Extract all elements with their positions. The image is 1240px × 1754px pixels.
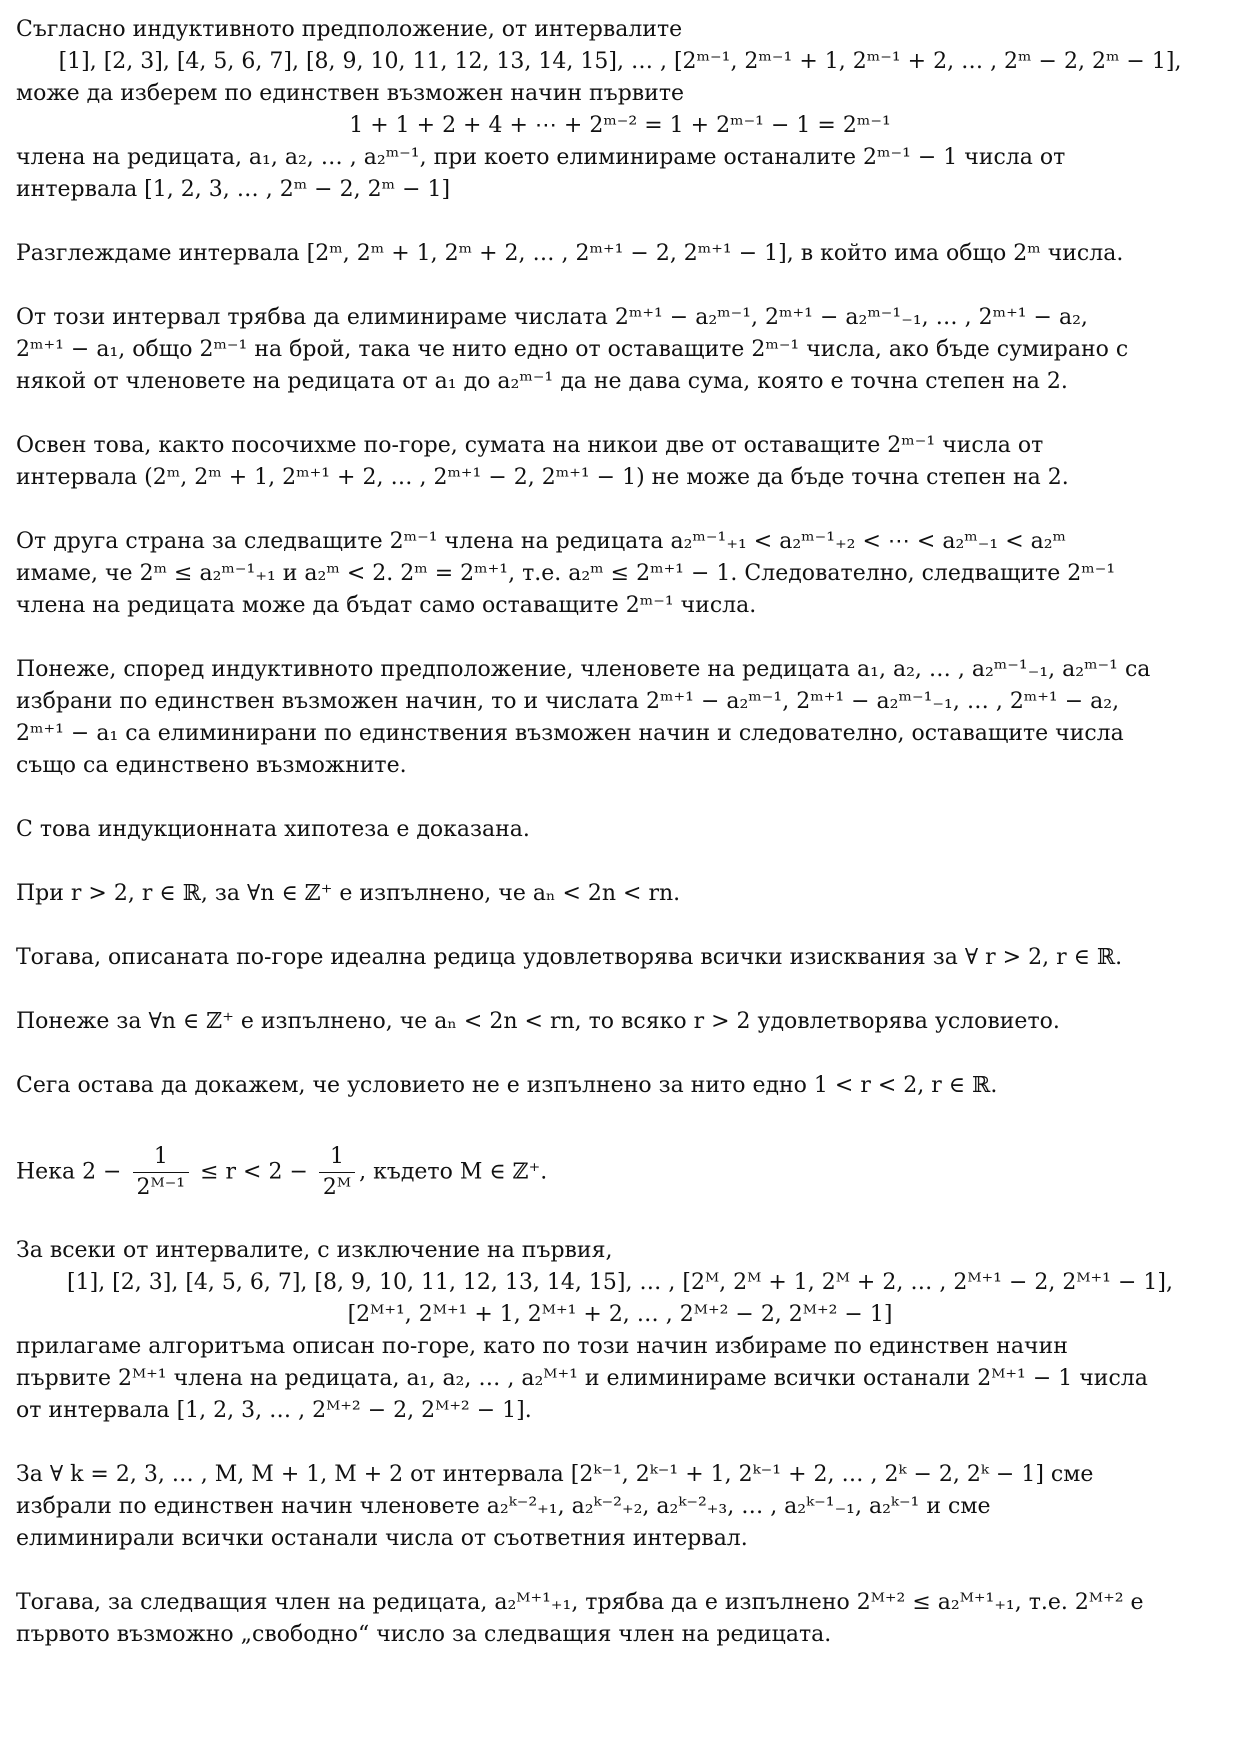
- fraction-middle: ≤ r < 2 −: [200, 1159, 308, 1185]
- text-line: Освен това, както посочихме по-горе, сумата на никои две от оставащите 2ᵐ⁻¹ числа от: [16, 433, 1044, 458]
- text-line: члена на редицата, a₁, a₂, … , a₂ᵐ⁻¹, при което елиминираме останалите 2ᵐ⁻¹ − 1 числа от: [16, 145, 1066, 170]
- fraction-1: [133, 1142, 190, 1203]
- text-line: от интервала [1, 2, 3, … , 2ᴹ⁺² − 2, 2ᴹ⁺² − 1].: [16, 1398, 532, 1423]
- text-line: Тогава, описаната по-горе идеална редица удовлетворява всички изисквания за ∀ r > 2, r ∈ ℝ.: [16, 945, 1123, 970]
- text-line: също са единствено възможните.: [16, 753, 407, 778]
- text-line: интервала (2ᵐ, 2ᵐ + 1, 2ᵐ⁺¹ + 2, … , 2ᵐ⁺¹ − 2, 2ᵐ⁺¹ − 1) не може да бъде точна степен на 2.: [16, 465, 1069, 490]
- document-page: [16, 14, 1224, 1651]
- text-line: някой от членовете на редицата от a₁ до a₂ᵐ⁻¹ да не дава сума, която е точна степен на 2.: [16, 369, 1068, 394]
- text-line: Понеже, според индуктивното предположение, членовете на редицата a₁, a₂, … , a₂ᵐ⁻¹₋₁, a₂ᵐ⁻¹ са: [16, 657, 1151, 682]
- text-line: При r > 2, r ∈ ℝ, за ∀n ∈ ℤ⁺ е изпълнено, че aₙ < 2n < rn.: [16, 881, 681, 906]
- text-line: елиминирали всички останали числа от съответния интервал.: [16, 1526, 748, 1551]
- text-line: избрали по единствен начин членовете a₂ᵏ⁻²₊₁, a₂ᵏ⁻²₊₂, a₂ᵏ⁻²₊₃, … , a₂ᵏ⁻¹₋₁, a₂ᵏ⁻¹ и сме: [16, 1494, 991, 1519]
- fraction-prefix: Нека 2 −: [16, 1159, 122, 1185]
- fraction-suffix: , където M ∈ ℤ⁺.: [359, 1159, 548, 1185]
- text-line: първите 2ᴹ⁺¹ члена на редицата, a₁, a₂, … , a₂ᴹ⁺¹ и елиминираме всички останали 2ᴹ⁺¹ − 1 числа: [16, 1366, 1148, 1391]
- text-line: Тогава, за следващия член на редицата, a₂ᴹ⁺¹₊₁, трябва да е изпълнено 2ᴹ⁺² ≤ a₂ᴹ⁺¹₊₁, т.е. 2ᴹ⁺² е: [16, 1590, 1144, 1615]
- math-line: 1 + 1 + 2 + 4 + ⋯ + 2ᵐ⁻² = 1 + 2ᵐ⁻¹ − 1 = 2ᵐ⁻¹: [349, 113, 891, 138]
- text-line: първото възможно „свободно“ число за следващия член на редицата.: [16, 1622, 832, 1647]
- text-line: члена на редицата може да бъдат само оставащите 2ᵐ⁻¹ числа.: [16, 593, 757, 618]
- text-line: За всеки от интервалите, с изключение на първия,: [16, 1238, 613, 1263]
- fraction-line: [16, 1142, 1224, 1203]
- text-line: интервала [1, 2, 3, … , 2ᵐ − 2, 2ᵐ − 1]: [16, 177, 451, 202]
- math-line: [2ᴹ⁺¹, 2ᴹ⁺¹ + 1, 2ᴹ⁺¹ + 2, … , 2ᴹ⁺² − 2, 2ᴹ⁺² − 1]: [347, 1302, 893, 1327]
- text-line: Сега остава да докажем, че условието не е изпълнено за нито едно 1 < r < 2, r ∈ ℝ.: [16, 1073, 998, 1098]
- fraction-2: [319, 1142, 355, 1203]
- math-line: [1], [2, 3], [4, 5, 6, 7], [8, 9, 10, 11, 12, 13, 14, 15], … , [2ᴹ, 2ᴹ + 1, 2ᴹ + 2, … , 2ᴹ⁺¹ − 2, 2ᴹ⁺¹ − 1],: [67, 1270, 1173, 1295]
- text-line: избрани по единствен възможен начин, то и числата 2ᵐ⁺¹ − a₂ᵐ⁻¹, 2ᵐ⁺¹ − a₂ᵐ⁻¹₋₁, … , 2ᵐ⁺¹ − a₂,: [16, 689, 1120, 714]
- text-line: От този интервал трябва да елиминираме числата 2ᵐ⁺¹ − a₂ᵐ⁻¹, 2ᵐ⁺¹ − a₂ᵐ⁻¹₋₁, … , 2ᵐ⁺¹ − a₂,: [16, 305, 1088, 330]
- text-line: С това индукционната хипотеза е доказана.: [16, 817, 530, 842]
- fraction-2-denominator: 2ᴹ: [322, 1175, 352, 1200]
- text-line: Понеже за ∀n ∈ ℤ⁺ е изпълнено, че aₙ < 2n < rn, то всяко r > 2 удовлетворява условието.: [16, 1009, 1060, 1034]
- text-line: Съгласно индуктивното предположение, от интервалите: [16, 17, 683, 42]
- text-line: 2ᵐ⁺¹ − a₁, общо 2ᵐ⁻¹ на брой, така че нито едно от оставащите 2ᵐ⁻¹ числа, ако бъде сумирано с: [16, 337, 1129, 362]
- fraction-1-numerator: 1: [133, 1142, 190, 1173]
- text-line: може да изберем по единствен възможен начин първите: [16, 81, 685, 106]
- text-line: имаме, че 2ᵐ ≤ a₂ᵐ⁻¹₊₁ и a₂ᵐ < 2. 2ᵐ = 2ᵐ⁺¹, т.е. a₂ᵐ ≤ 2ᵐ⁺¹ − 1. Следователно, следващите 2ᵐ⁻¹: [16, 561, 1116, 586]
- text-line: За ∀ k = 2, 3, … , M, M + 1, M + 2 от интервала [2ᵏ⁻¹, 2ᵏ⁻¹ + 1, 2ᵏ⁻¹ + 2, … , 2ᵏ − 2, 2ᵏ − 1] сме: [16, 1462, 1094, 1487]
- text-line: 2ᵐ⁺¹ − a₁ са елиминирани по единствения възможен начин и следователно, оставащите числа: [16, 721, 1124, 746]
- text-line: Разглеждаме интервала [2ᵐ, 2ᵐ + 1, 2ᵐ + 2, … , 2ᵐ⁺¹ − 2, 2ᵐ⁺¹ − 1], в който има общо 2ᵐ числа.: [16, 241, 1124, 266]
- fraction-2-numerator: 1: [319, 1142, 355, 1173]
- text-line: прилагаме алгоритъма описан по-горе, като по този начин избираме по единствен начин: [16, 1334, 1068, 1359]
- text-line: От друга страна за следващите 2ᵐ⁻¹ члена на редицата a₂ᵐ⁻¹₊₁ < a₂ᵐ⁻¹₊₂ < ⋯ < a₂ᵐ₋₁ < a₂ᵐ: [16, 529, 1067, 554]
- math-line: [1], [2, 3], [4, 5, 6, 7], [8, 9, 10, 11, 12, 13, 14, 15], … , [2ᵐ⁻¹, 2ᵐ⁻¹ + 1, 2ᵐ⁻¹ + 2, … , 2ᵐ − 2, 2ᵐ − 1],: [58, 49, 1182, 74]
- fraction-1-denominator: 2ᴹ⁻¹: [136, 1175, 186, 1200]
